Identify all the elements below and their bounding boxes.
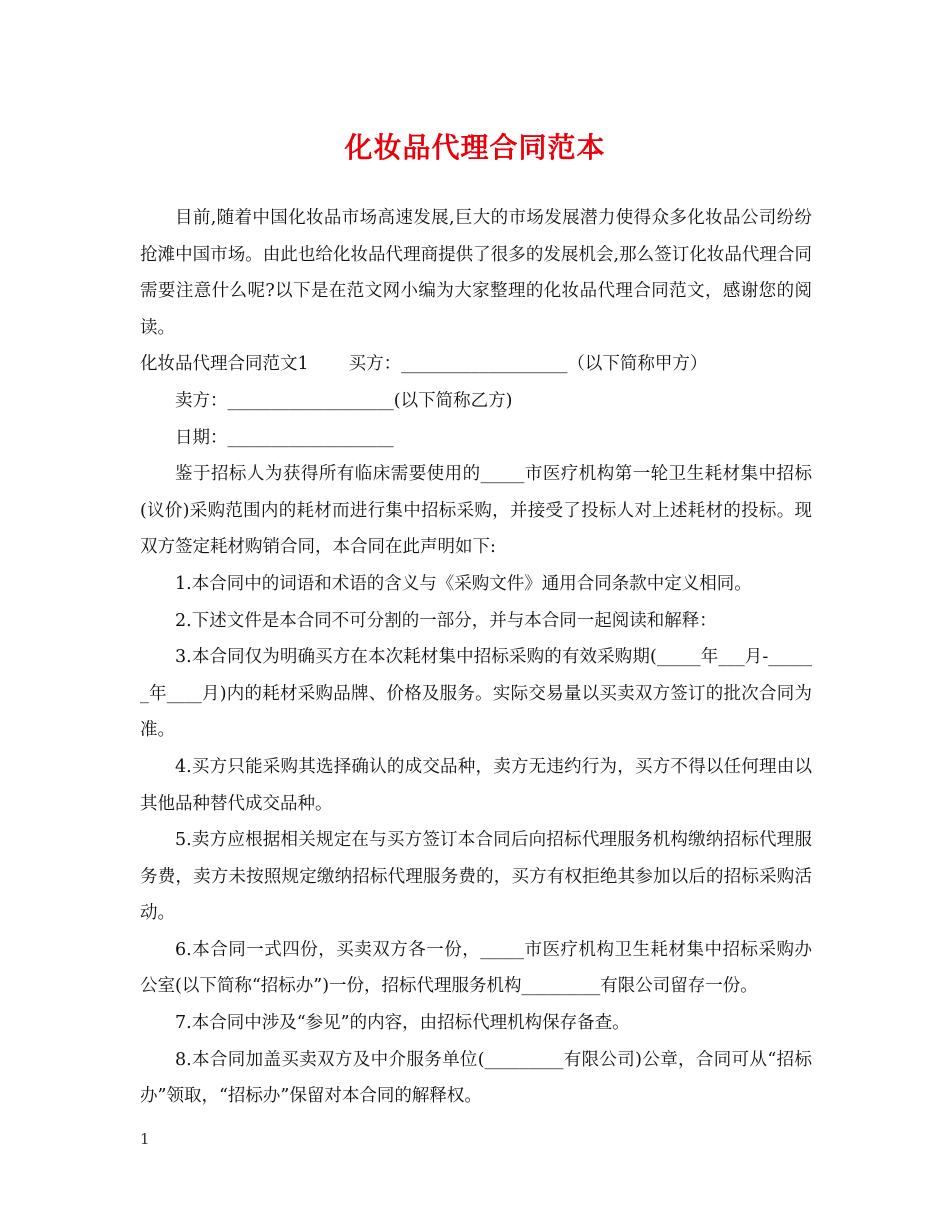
clause-2: 2.下述文件是本合同不可分割的一部分，并与本合同一起阅读和解释： (175, 610, 717, 631)
buyer-line: 买方：___________________（以下简称甲方） (348, 354, 708, 375)
document-title: 化妆品代理合同范本 (344, 131, 606, 164)
clause-7: 7.本合同中涉及“参见”的内容，由招标代理机构保存备查。 (175, 1013, 630, 1034)
clause-4: 4.买方只能采购其选择确认的成交品种，卖方无违约行为，买方不得以任何理由以其他品种替代成交品种。 (140, 756, 812, 814)
intro-paragraph: 目前,随着中国化妆品市场高速发展,巨大的市场发展潜力使得众多化妆品公司纷纷抢滩中国市场。由此也给化妆品代理商提供了很多的发展机会,那么签订化妆品代理合同需要注意什么呢?以下是在范文网小编为大家整理的化妆品代理合同范文，感谢您的阅读。 (140, 208, 812, 338)
date-line: 日期：___________________ (175, 427, 394, 448)
clause-5: 5.卖方应根据相关规定在与买方签订本合同后向招标代理服务机构缴纳招标代理服务费，卖方未按照规定缴纳招标代理服务费的，买方有权拒绝其参加以后的招标采购活动。 (140, 830, 812, 924)
clause-1: 1.本合同中的词语和术语的含义与《采购文件》通用合同条款中定义相同。 (175, 573, 752, 594)
sample-heading-line (140, 346, 812, 383)
clause-6: 6.本合同一式四份，买卖双方各一份，_____市医疗机构卫生耗材集中招标采购办公室(以下简称“招标办”)一份，招标代理服务机构_________有限公司留存一份。 (140, 939, 812, 997)
clause-8: 8.本合同加盖买卖双方及中介服务单位(_________有限公司)公章，合同可从“招标办”领取，“招标办”保留对本合同的解释权。 (140, 1049, 812, 1107)
clause-3: 3.本合同仅为明确买方在本次耗材集中招标采购的有效采购期(_____年___月-______年____月)内的耗材采购品牌、价格及服务。实际交易量以买卖双方签订的批次合同为准。 (140, 647, 812, 741)
sample-heading: 化妆品代理合同范文1 (140, 354, 309, 375)
seller-line: 卖方：___________________(以下简称乙方) (175, 390, 513, 411)
document-body (140, 200, 812, 1115)
preamble-paragraph: 鉴于招标人为获得所有临床需要使用的_____市医疗机构第一轮卫生耗材集中招标(议价)采购范围内的耗材而进行集中招标采购，并接受了投标人对上述耗材的投标。现双方签定耗材购销合同，本合同在此声明如下: (140, 464, 812, 558)
page-number: 1 (140, 1130, 150, 1148)
